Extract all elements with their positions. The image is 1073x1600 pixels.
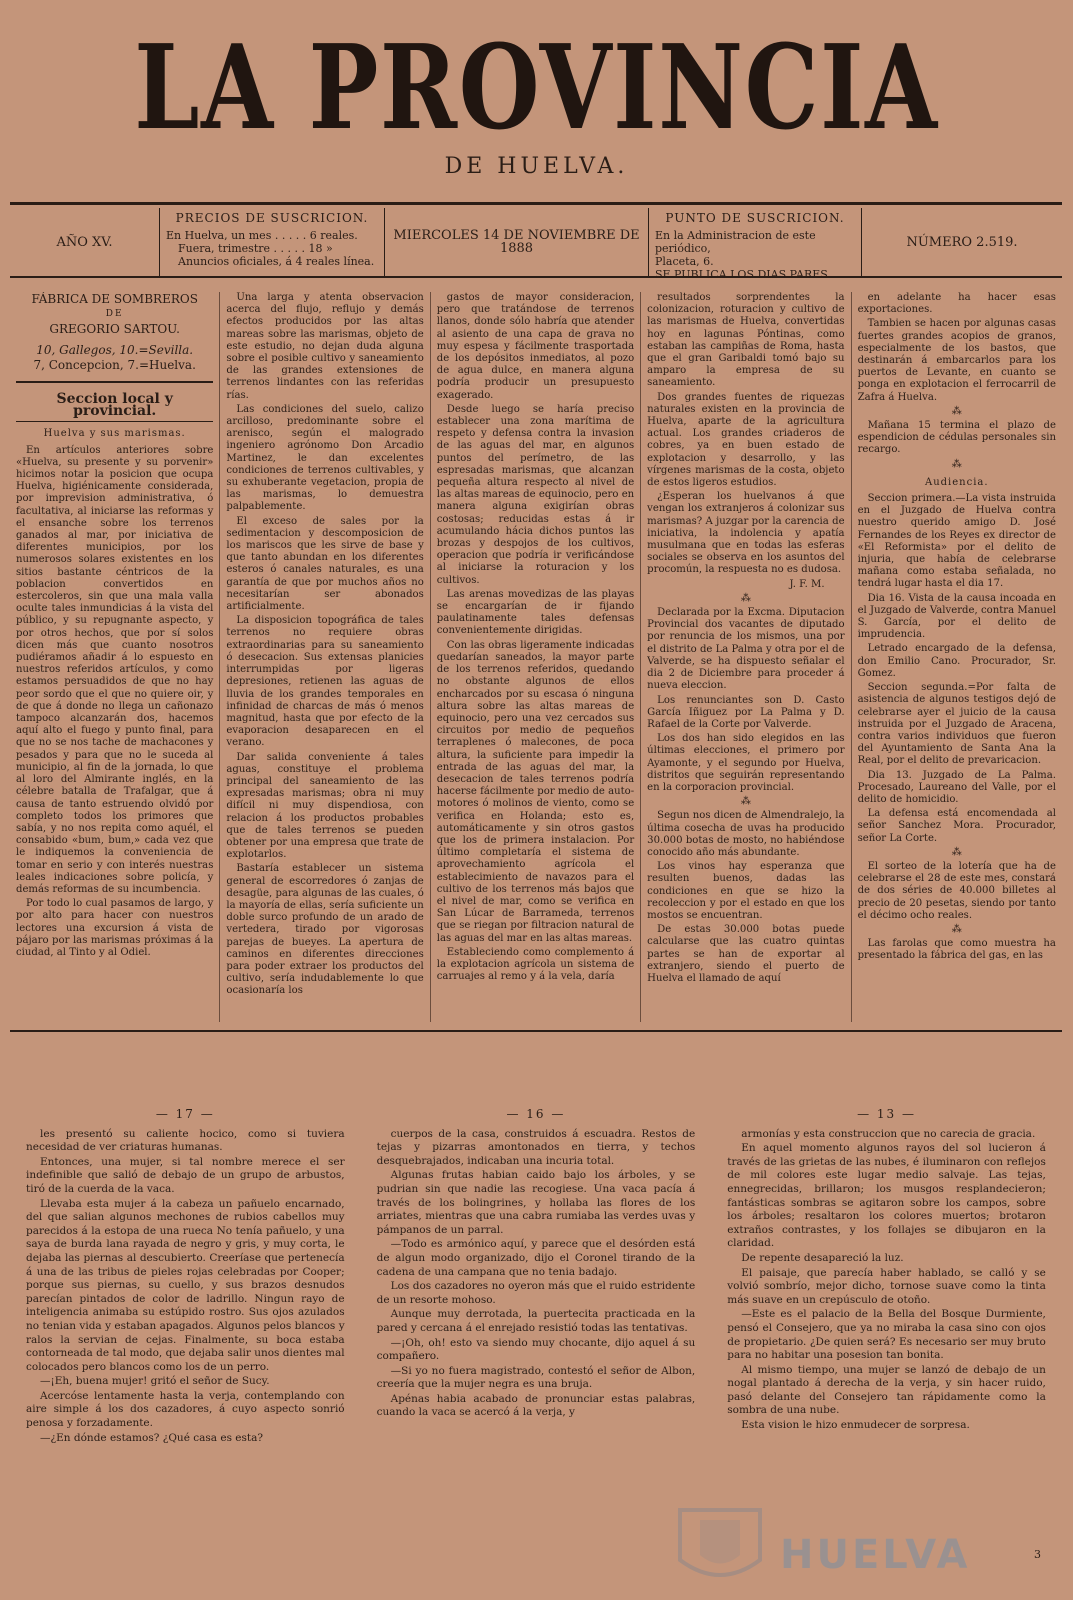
info-rule — [10, 276, 1062, 278]
prices-heading: PRECIOS DE SUSCRICION. — [175, 211, 369, 225]
paragraph: Declarada por la Excma. Diputacion Provincial dos vacantes de diputado por renuncia de los mismos, una por el distrito de La Palma y otra por el de Valverde, se ha dispuesto señalar el dia 2 de Diciembre para proceder á nueva eleccion. — [647, 607, 845, 692]
price-line: Fuera, trimestre . . . . . 18 » — [178, 242, 333, 255]
paragraph: Las farolas que como muestra ha presentado la fábrica del gas, en las — [857, 938, 1056, 962]
paragraph: Los vinos hay esperanza que resulten buenos, dadas las condiciones en que se hizo la recoleccion y por el estado en que los mostos se encuentran. — [647, 861, 845, 921]
folio-number: 3 — [1034, 1548, 1041, 1561]
point-line: SE PUBLICA LOS DIAS PARES. — [655, 268, 831, 281]
paragraph: Los dos cazadores no oyeron más que el ruido estridente de un resorte mohoso. — [376, 1280, 696, 1306]
paragraph: La defensa está encomendada al señor Sanchez Mora. Procurador, señor La Corte. — [857, 808, 1056, 844]
asterism-separator: ⁂ — [740, 796, 751, 808]
paragraph: Apénas habia acabado de pronunciar estas palabras, cuando la vaca se acercó á la verja, y — [376, 1392, 696, 1419]
paragraph: De repente desapareció la luz. — [741, 1251, 904, 1264]
issue-date: MIERCOLES 14 DE NOVIEMBRE DE 1888 — [393, 228, 640, 256]
prices-cell — [160, 208, 385, 276]
year-cell — [10, 208, 160, 276]
paragraph: —¡Eh, buena mujer! gritó el señor de Sucy. — [40, 1375, 270, 1388]
signature: J. F. M. — [789, 578, 825, 590]
paragraph: Entonces, una mujer, si tal nombre merece el ser indefinible que salió de debajo de un grupo de arbustos, tiró de la cuerda de la vaca. — [26, 1155, 345, 1195]
paragraph: Seccion primera.—La vista instruida en el Juzgado de Huelva contra nuestro querido amigo D. José Fernandes de los Reyes ex director de «El Reformista» por el delito de injuria, que había de celebrarse mañana como estaba señalada, no tendrá lugar hasta el dia 17. — [857, 493, 1056, 590]
paragraph: La disposicion topográfica de tales terrenos no requiere obras extraordinarias para su saneamiento ó desecacion. Sus extensas planicies interrumpidas por ligeras depresiones, retienen las aguas de lluvia de los grandes temporales en infinidad de charcas de más ó menos magnitud, hasta que por efecto de la evaporacion desaparecen en el verano. — [226, 615, 424, 749]
paragraph: El exceso de sales por la sedimentacion y descomposicion de los mariscos que les sirve de base y que tanto abundan en los diferentes esteros ó canales naturales, es una garantía de que por muchos años no necesitarían ser abonados artificialmente. — [226, 515, 424, 613]
paragraph: Bastaría establecer un sistema general de escorredores ó zanjas de desagüe, para algunas de las cuales, ó la mayoría de ellas, sería suficiente un doble surco profundo de un arado de vertedera, tirado por vigorosas parejas de bueyes. La apertura de caminos en diferentes direcciones para poder extraer los productos del cultivo, sería indudablemente lo que ocasionaría los — [226, 863, 424, 997]
paragraph: Estableciendo como complemento á la explotacion agrícola un sistema de carruajes al remo y á la vela, daría — [436, 946, 635, 983]
point-line: Placeta, 6. — [655, 255, 714, 268]
paragraph: Tambien se hacen por algunas casas fuertes grandes acopios de granos, especialmente de los bastos, que destinarán á embarcarlos para los puertos de Levante, en cuanto se ponga en explotacion el ferrocarril de Zafra á Huelva. — [857, 318, 1056, 403]
asterism-separator: ⁂ — [740, 592, 751, 604]
paragraph: Letrado encargado de la defensa, don Emilio Cano. Procurador, Sr. Gomez. — [857, 643, 1056, 679]
paragraph: Dia 16. Vista de la causa incoada en el Juzgado de Valverde, contra Manuel S. García, por el delito de imprudencia. — [857, 592, 1056, 641]
feuilleton-page-number: — 16 — — [506, 1108, 566, 1121]
paragraph: Las arenas movedizas de las playas se encargarían de ir fijando paulatinamente tales defensas convenientemente dirigidas. — [436, 588, 635, 637]
paragraph: en adelante ha hacer esas exportaciones. — [857, 292, 1056, 316]
date-cell — [385, 208, 649, 276]
folio-rule — [10, 1030, 1062, 1032]
paragraph: El paisaje, que parecía haber hablado, se calló y se volvió sombrío, mejor dicho, tornose suave como la tinta más suave en un crepúsculo de otoño. — [727, 1266, 1046, 1306]
paragraph: Aunque muy derrotada, la puertecita practicada en la pared y cercana á el enrejado resistió todas las tentativas. — [376, 1308, 696, 1334]
paragraph: Acercóse lentamente hasta la verja, contemplando con aire simple á los dos cazadores, á cuyo aspecto sonrió penosa y forzadamente. — [26, 1389, 345, 1430]
paragraph: En aquel momento algunos rayos del sol lucieron á través de las grietas de las nubes, é iluminaron con reflejos de mil colores este lugar medio salvaje. Las tejas, ennegrecidas, brillaron; los musgos resplandecieron; fantásticas sombras se agitaron sobre los campos, sobre los árboles; resaltaron los colores muertos; brotaron extraños contrastes, y los follajes se dibujaron en la claridad. — [727, 1142, 1046, 1250]
newspaper-title: LA PROVINCIA — [134, 20, 939, 156]
paragraph: Esta vision le hizo enmudecer de sorpresa. — [741, 1419, 970, 1432]
paragraph: armonías y esta construccion que no carecia de gracia. — [741, 1127, 1036, 1140]
point-cell — [649, 208, 862, 281]
column-4 — [641, 292, 851, 1022]
paragraph: Dos grandes fuentes de riquezas naturales existen en la provincia de Huelva, aparte de la agricultura actual. Los grandes criaderos de cobres, ya en buen estado de explotacion y desarrollo, y las vírgenes marismas de la costa, objeto de estos ligeros estudios. — [647, 391, 845, 489]
column-5 — [852, 292, 1062, 1022]
column-3 — [431, 292, 641, 1022]
number-cell — [862, 208, 1062, 276]
asterism-separator: ⁂ — [951, 458, 962, 470]
paragraph: Las condiciones del suelo, calizo arcilloso, predominante sobre el arenisco, según el malogrado ingeniero agrónomo Don Arcadio Martinez, le dan excelentes condiciones de terrenos cultivables, y su exhuberante vegetacion, propia de las marismas, lo demuestra palpablemente. — [226, 403, 424, 513]
paragraph: Segun nos dicen de Almendralejo, la última cosecha de uvas ha producido 30.000 botas de mosto, no habiéndose conocido año más abundante. — [647, 810, 845, 858]
feuilleton-page-number: — 17 — — [155, 1108, 215, 1121]
paragraph: Por todo lo cual pasamos de largo, y por alto para hacer con nuestros lectores una excursion á vista de pájaro por las marismas próximas á la ciudad, al Tinto y al Odiel. — [16, 898, 214, 958]
feuilleton — [10, 1108, 1062, 1588]
issue-number: NÚMERO 2.519. — [906, 234, 1018, 250]
paragraph: Desde luego se haría preciso establecer una zona marítima de respeto y defensa contra la invasion de las aguas del mar, en algunos puntos del perímetro, de las espresadas marismas, que alcanzan pequeña altura respecto al nivel de las altas mareas de equinocio, pero en manera alguna exigirían obras costosas; reducidas estas á ir acumulando hácia dichos puntos las brozas y despojos de los cultivos, operacion que podría ir verificándose al iniciarse la roturacion y los cultivos. — [436, 403, 635, 586]
ad-owner: GREGORIO SARTOU. — [49, 322, 180, 336]
hat-factory-ad — [16, 292, 213, 383]
paragraph: —¡Oh, oh! esto va siendo muy chocante, dijo aquel á su compañero. — [376, 1336, 696, 1363]
paragraph: Llevaba esta mujer á la cabeza un pañuelo encarnado, del que salian algunos mechones de rubios cabellos muy parecidos á la estopa de una rueca No tenía pañuelo, y una saya de burda lana rayada de negro y gris, y muy corta, le dejaba las piernas al descubierto. Creeríase que pertenecía á una de las tribus de pieles rojas celebradas por Cooper; porque sus piernas, su cuello, y sus brazos desnudos parecían pintados de color de ladrillo. Ningun rayo de inteligencia animaba su estúpido rostro. Sus ojos azulados no tenian vida y estaban apagados. Algunos pelos blancos y ralos la servian de cejas. Finalmente, su boca estaba contorneada de tal modo, que dejaba salir unos dientes mal colocados pero blancos como los de un perro. — [26, 1197, 345, 1373]
asterism-separator: ⁂ — [951, 405, 962, 417]
feuilleton-page-number: — 13 — — [857, 1108, 917, 1121]
paragraph: ¿Esperan los huelvanos á que vengan los extranjeros á colonizar sus marismas? A juzgar por la carencia de iniciativa, la indolencia y apatía musulmana que en todas las esferas sociales se observa en los asuntos del procomún, la respuesta no es dudosa. — [647, 491, 845, 576]
asterism-separator: ⁂ — [951, 923, 962, 935]
paragraph: —Este es el palacio de la Bella del Bosque Durmiente, pensó el Consejero, que ya no miraba la casa sino con ojos de propietario. ¿De quien será? Es necesario ser muy bruto para no habitar una posesion tan bonita. — [727, 1308, 1046, 1362]
paragraph: El sorteo de la lotería que ha de celebrarse el 28 de este mes, constará de dos séries de 40.000 billetes al precio de 20 pesetas, siendo por tanto el décimo ocho reales. — [857, 860, 1056, 921]
section-title: Seccion local y provincial. — [16, 389, 213, 422]
ad-de: DE — [105, 309, 124, 319]
paragraph: Seccion segunda.=Por falta de asistencia de algunos testigos dejó de celebrarse ayer el juicio de la causa instruida por el Juzgado de Aracena, contra varios individuos que fueron del Ayuntamiento de Santa Ana la Real, por el delito de prevaricacion. — [857, 682, 1056, 767]
paragraph: Con las obras ligeramente indicadas quedarían saneados, la mayor parte de los terrenos referidos, quedando no obstante algunos de ellos encharcados por su escasa ó ninguna altura sobre las altas mareas de equinocio, pero una vez cercados sus circuitos por medio de pequeños terraplenes ó malecones, de poca altura, la suficiente para impedir la entrada de las aguas del mar, la desecacion de tales terrenos podría hacerse fácilmente por medio de auto-motores ó molinos de viento, como se verifica en Holanda; esto es, automáticamente y sin otros gastos que los de primera instalacion. Por último completaría el sistema de aprovechamiento agrícola el establecimiento de navazos para el cultivo de los terrenos más bajos que el nivel de mar, como se verifica en San Lúcar de Barrameda, terrenos que se riegan por filtracion natural de las aguas del mar en las altas mareas. — [436, 639, 635, 944]
paragraph: —Todo es armónico aquí, y parece que el desórden está de algun modo organizado, dijo el Coronel tirando de la cadena de una campana que no tenia badajo. — [376, 1238, 696, 1278]
paragraph: De estas 30.000 botas puede calcularse que las cuatro quintas partes se han de exportar al extranjero, siendo el puerto de Huelva el llamado de aquí — [647, 924, 845, 984]
point-line: En la Administracion de este periódico, — [655, 229, 816, 255]
paragraph: gastos de mayor consideracion, pero que tratándose de terrenos llanos, donde sólo habría que atender al asiento de una capa de grava no muy espesa y fácilmente trasportada de los depósitos inmediatos, al pozo de agua dulce, en manera alguna podría producir un presupuesto exagerado. — [436, 292, 635, 401]
paragraph: Mañana 15 termina el plazo de espendicion de cédulas personales sin recargo. — [857, 420, 1056, 456]
paragraph: Algunas frutas habian caido bajo los árboles, y se pudrian sin que nadie las recogiese. Una vaca pacía á través de los bolingrines, y hollaba las flores de los arriates, mientras que una cabra rumiaba las verdes uvas y pámpanos de un parral. — [376, 1169, 696, 1236]
masthead — [0, 20, 1073, 179]
paragraph: Los renunciantes son D. Casto García Iñiguez por La Palma y D. Rafael de la Corte por Valverde. — [647, 694, 845, 730]
paragraph: cuerpos de la casa, construidos á escuadra. Restos de tejas y pizarras amontonados en tierra, y techos desquebrajados, indicaban una incuria total. — [376, 1127, 696, 1167]
feuilleton-column — [10, 1108, 361, 1588]
paragraph: resultados sorprendentes la colonizacion, roturacion y cultivo de las marismas de Huelva, convertidas hoy en lagunas Póntinas, como estaban las campiñas de Roma, hasta que el gran Garibaldi tomó bajo su amparo la empresa de su saneamiento. — [647, 292, 845, 389]
top-rule — [10, 202, 1062, 205]
news-columns — [10, 292, 1062, 1022]
paragraph: —¿En dónde estamos? ¿Qué casa es esta? — [40, 1431, 264, 1444]
info-bar — [10, 208, 1062, 281]
ad-address: 7, Concepcion, 7.=Huelva. — [33, 358, 196, 372]
paragraph: Dia 13. Juzgado de La Palma. Procesado, Laureano del Valle, por el delito de homicidio. — [857, 769, 1056, 805]
library-seal-icon — [660, 1500, 780, 1590]
year-label: AÑO XV. — [56, 234, 113, 250]
paragraph: En artículos anteriores sobre «Huelva, su presente y su porvenir» hicimos notar la posicion que ocupa Huelva, higiénicamente considerada, por imprevision administrativa, ó facultativa, al iniciarse las reformas y el ensanche sobre los terrenos ganados al mar, por iniciativa de diferentes municipios, por los numerosos solares existentes en los sitios bastante céntricos de la poblacion convertidos en estercoleros, sin que una mala valla oculte tales inmundicias á la vista del público, y su repugnante aspecto, y por otros hechos, que por sí solos dicen más que cuanto nosotros pudiéramos añadir á lo espuesto en nuestros referidos artículos, y como estamos persuadidos de que no hay peor sordo que el que no quiere oir, y de que á donde no llega un cañonazo tampoco alcanzarán dos, hacemos aquí alto el fuego y punto final, para que no se nos tache de machacones y pesados y para que no le suceda al municipio, al fin de la jornada, lo que al loro del Almirante inglés, en la célebre batalla de Trafalgar, que á causa de tanto estruendo olvidó por completo todos los primores que sabía, y no nos repita como aquél, el consabido «bum, bum,» cada vez que le indiquemos la conveniencia de tomar en serio y con interés nuestras leales indicaciones sobre policía, y demás reformas de su incumbencia. — [16, 444, 214, 895]
feuilleton-column — [361, 1108, 712, 1588]
paragraph: Al mismo tiempo, una mujer se lanzó de debajo de un nogal plantado á derecha de la verja, y sin hacer ruido, pasó delante del Consejero tan rápidamente como la sombra de una nube. — [727, 1363, 1046, 1417]
paragraph: Los dos han sido elegidos en las últimas elecciones, el primero por Ayamonte, y el segundo por Huelva, distritos que seguirán representando en la corporacion provincial. — [647, 733, 845, 793]
ad-title: FÁBRICA DE SOMBREROS — [31, 292, 198, 306]
ad-address: 10, Gallegos, 10.=Sevilla. — [36, 343, 194, 357]
column-1 — [10, 292, 220, 1022]
paragraph: Una larga y atenta observacion acerca del flujo, reflujo y demás efectos producidos por las altas mareas sobre las marismas, objeto de este estudio, no dejan duda alguna sobre el posible cultivo y saneamiento de las grandes extensiones de terrenos lindantes con las referidas rías. — [226, 292, 424, 401]
paragraph: —Si yo no fuera magistrado, contestó el señor de Albon, creería que la mujer negra es una bruja. — [376, 1364, 696, 1391]
point-heading: PUNTO DE SUSCRICION. — [665, 211, 845, 225]
newspaper-subtitle: DE HUELVA. — [444, 154, 629, 179]
price-line: En Huelva, un mes . . . . . 6 reales. — [166, 229, 358, 242]
price-line: Anuncios oficiales, á 4 reales línea. — [178, 255, 375, 268]
article-heading: Audiencia. — [924, 476, 989, 488]
column-2 — [220, 292, 430, 1022]
paragraph: les presentó su caliente hocico, como si tuviera necesidad de ver criaturas humanas. — [26, 1127, 345, 1154]
watermark-text: HUELVA — [780, 1532, 971, 1578]
asterism-separator: ⁂ — [951, 846, 962, 858]
article-heading: Huelva y sus marismas. — [43, 428, 186, 440]
paragraph: Dar salida conveniente á tales aguas, constituye el problema principal del saneamiento de las expresadas marismas; obra ni muy difícil ni muy dispendiosa, con relacion á los productos probables que de tales terrenos se pueden obtener por una empresa que trate de explotarlos. — [226, 751, 424, 861]
